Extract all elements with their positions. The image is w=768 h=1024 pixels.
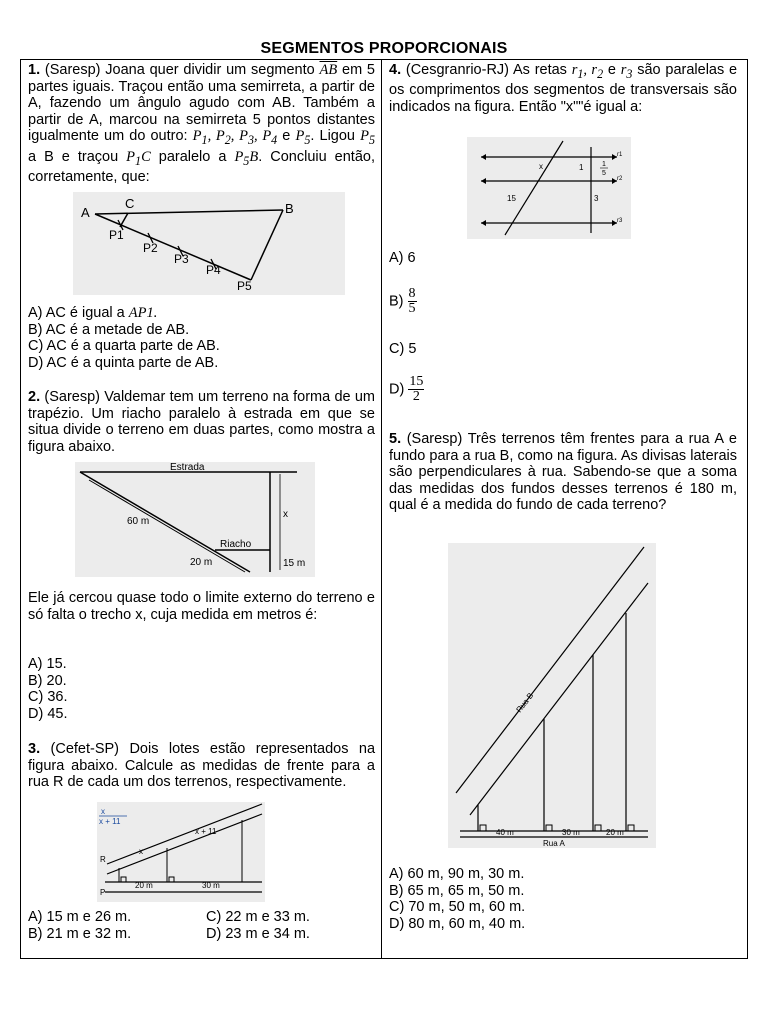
label-a: A [81, 205, 90, 220]
label-15m: 15 m [283, 558, 306, 569]
q2-option-a: A) 15. [28, 656, 67, 672]
q3-options [28, 909, 375, 943]
label-frac-num: 1 [602, 161, 606, 168]
label-r3: r3 [617, 218, 623, 224]
q1-option-b: B) AC é a metade de AB. [28, 321, 190, 338]
q2-option-d: D) 45. [28, 705, 68, 722]
q3-option-b: B) 21 m e 32 m. [28, 926, 132, 942]
label-20m: 20 m [606, 828, 624, 837]
label-20m: 20 m [190, 557, 213, 568]
q3-option-d: D) 23 m e 34 m. [206, 926, 310, 942]
q4-figure [467, 137, 631, 239]
q1-option-a: A) AC é igual a [28, 305, 125, 321]
label-x11-top: x + 11 [99, 817, 121, 826]
q2-question-text: Ele já cercou quase todo o limite externo do terreno e só falta o trecho x, cuja medida em metros é: [28, 590, 375, 623]
page-title: SEGMENTOS PROPORCIONAIS [260, 40, 508, 57]
q3-option-c: C) 22 m e 33 m. [206, 909, 310, 925]
label-40m: 40 m [496, 828, 514, 837]
label-p1: P1 [109, 228, 124, 242]
label-15: 15 [507, 194, 516, 203]
q2-option-b: B) 20. [28, 672, 67, 689]
q2-options [28, 656, 375, 722]
q5-options [389, 866, 737, 932]
q1-number: 1. [28, 62, 41, 78]
label-20m: 20 m [135, 881, 153, 890]
question-3: 3. (Cefet-SP) Dois lotes estão representados na figura abaixo. Calcule as medidas de frente para a rua R de cada um dos terrenos, respectivamente. [28, 741, 376, 791]
question-2: 2. (Saresp) Valdemar tem um terreno na forma de um trapézio. Um riacho paralelo à estrada em que se situa divide o terreno em duas partes, como mostra a figura abaixo. [28, 389, 376, 455]
q1-figure [73, 192, 345, 295]
label-x: x [283, 509, 288, 520]
q4-option-d: D) $\frac{15}{2}$ [389, 374, 424, 404]
q5-figure [448, 543, 656, 848]
q3-option-a: A) 15 m e 26 m. [28, 909, 132, 925]
label-x11: x + 11 [195, 827, 217, 836]
label-rua-b: Rua B [514, 691, 536, 715]
label-60m: 60 m [127, 516, 150, 527]
label-30m: 30 m [562, 828, 580, 837]
q1-options: A) AC é igual a AP1. B) AC é a metade de AB. C) AC é a quarta parte de AB. D) AC é a quinta parte de AB. [28, 305, 375, 371]
question-1: 1. (Saresp) Joana quer dividir um segmento $\overline{AB}$ em 5 partes iguais. Traçou então uma semirreta, a partir de A, fazendo um ângulo agudo com AB. Também a partir de A, marcou na semirreta 5 pontos distantes igualmente um do outro: $P_1$, $P_2$, $P_3$, $P_4$ e $P_5$. Ligou $P_5$ a B e traçou $P_1C$ paralelo a $P_5B$. Concluiu então, corretamente, que: [28, 62, 375, 186]
q5-option-c: C) 70 m, 50 m, 60 m. [389, 899, 526, 916]
label-b: B [285, 201, 294, 216]
label-rua-a: Rua A [543, 839, 565, 848]
label-r2: r2 [617, 176, 623, 182]
label-p: P [100, 888, 106, 897]
q3-figure [97, 802, 265, 902]
label-frac-den: 5 [602, 170, 606, 177]
label-p4: P4 [206, 263, 221, 277]
column-divider [381, 59, 382, 959]
q1-option-d: D) AC é a quinta parte de AB. [28, 354, 219, 371]
q5-option-d: D) 80 m, 60 m, 40 m. [389, 915, 526, 932]
q4-option-b: B) $\frac{8}{5}$ [389, 286, 416, 316]
q4-option-a: A) 6 [389, 250, 416, 266]
label-c: C [125, 196, 135, 211]
q2-option-c: C) 36. [28, 689, 68, 706]
label-30m: 30 m [202, 881, 220, 890]
q2-figure [75, 462, 315, 577]
label-r1: r1 [617, 152, 623, 158]
label-riacho: Riacho [220, 539, 252, 550]
label-3: 3 [594, 194, 599, 203]
q4-option-c: C) 5 [389, 341, 417, 357]
label-x-top: x [101, 807, 105, 816]
label-1: 1 [579, 163, 584, 172]
label-estrada: Estrada [170, 462, 205, 473]
label-x: x [539, 162, 543, 171]
label-p2: P2 [143, 241, 158, 255]
q5-option-b: B) 65 m, 65 m, 50 m. [389, 882, 525, 899]
q5-option-a: A) 60 m, 90 m, 30 m. [389, 866, 525, 882]
label-x: x [139, 847, 143, 856]
segment-ab: $\overline{AB}$ [319, 62, 338, 78]
question-5: 5. (Saresp) Três terrenos têm frentes para a rua A e fundo para a rua B, como na figura. As divisas laterais são perpendiculares à rua. Sabendo-se que a soma das medidas dos fundos desses terrenos é 180 m, qual é a medida do fundo de cada terreno? [389, 431, 737, 514]
question-4: 4. (Cesgranrio-RJ) As retas $r_1$, $r_2$ e $r_3$ são paralelas e os comprimentos dos segmentos de transversais são indicados na figura. Então "x""é igual a: [389, 62, 738, 116]
label-p5: P5 [237, 279, 252, 293]
q1-option-c: C) AC é a quarta parte de AB. [28, 338, 220, 355]
label-r: R [100, 855, 106, 864]
label-p3: P3 [174, 252, 189, 266]
